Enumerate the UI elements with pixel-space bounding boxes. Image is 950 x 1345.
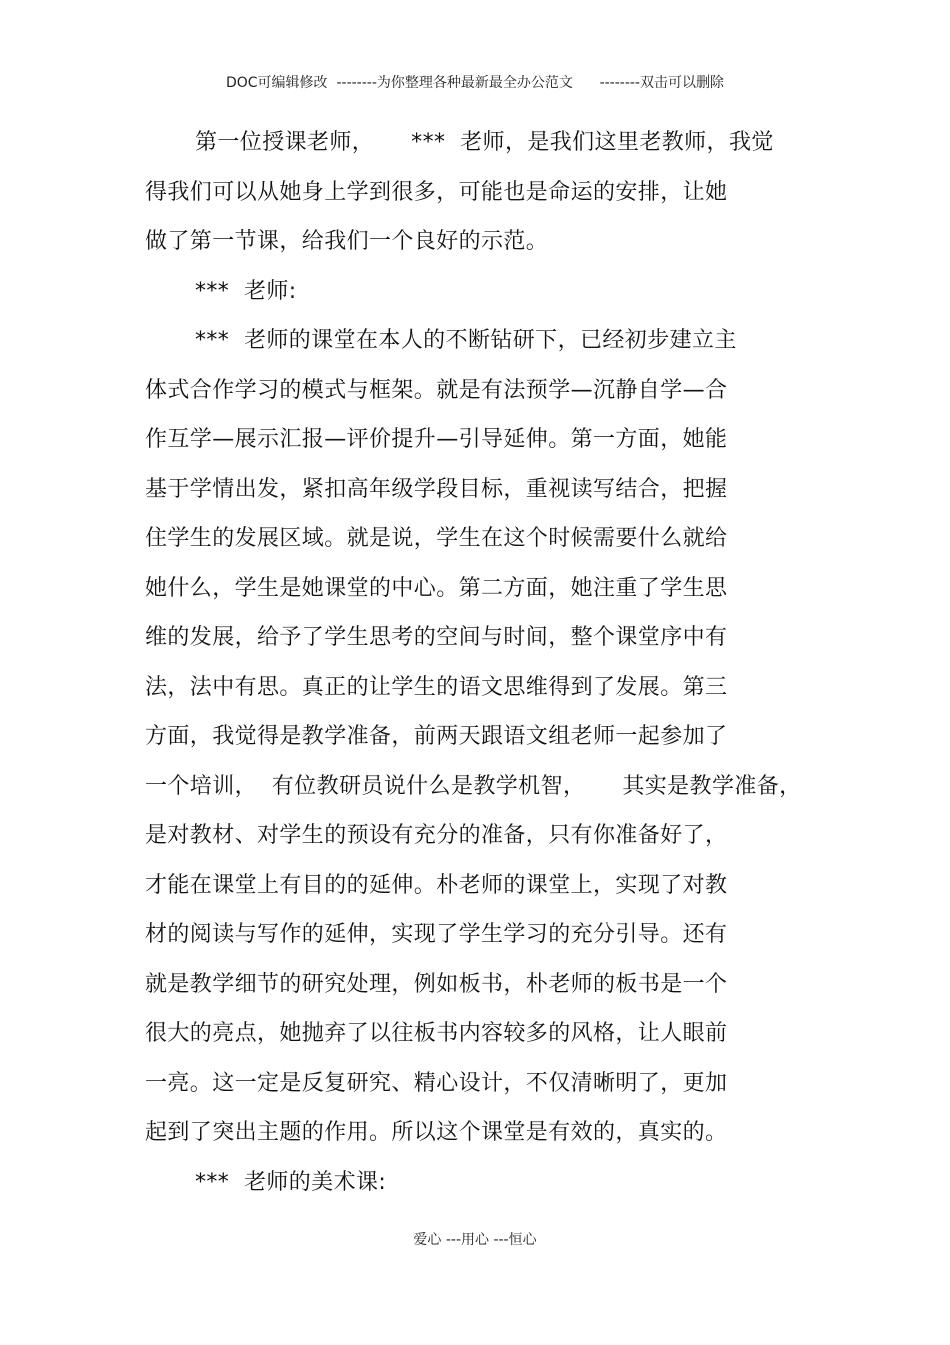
paragraph-line: 基于学情出发，紧扣高年级学段目标，重视读写结合，把握 [145, 476, 728, 502]
paragraph-line: 体式合作学习的模式与框架。就是有法预学—沉静自学—合 [145, 377, 728, 403]
paragraph-line: 才能在课堂上有目的的延伸。朴老师的课堂上，实现了对教 [145, 872, 728, 898]
paragraph-line: 她什么，学生是她课堂的中心。第二方面，她注重了学生思 [145, 575, 728, 601]
paragraph-line: 第一位授课老师， *** 老师，是我们这里老教师，我觉 [195, 130, 774, 155]
paragraph-line: *** 老师的课堂在本人的不断钻研下，已经初步建立主 [195, 328, 737, 353]
paragraph-line: 做了第一节课，给我们一个良好的示范。 [145, 229, 549, 254]
paragraph-line: 是对教材、对学生的预设有充分的准备，只有你准备好了， [145, 823, 728, 848]
paragraph-line: 维的发展，给予了学生思考的空间与时间，整个课堂序中有 [145, 625, 728, 650]
section-heading: *** 老师的美术课: [195, 1169, 387, 1195]
paragraph-line: 得我们可以从她身上学到很多，可能也是命运的安排，让她 [145, 179, 728, 205]
paragraph-line: 方面，我觉得是教学准备，前两天跟语文组老师一起参加了 [145, 724, 728, 749]
paragraph-line: 住学生的发展区域。就是说，学生在这个时候需要什么就给 [145, 526, 728, 551]
paragraph-line: 法，法中有思。真正的让学生的语文思维得到了发展。第三 [145, 674, 728, 700]
paragraph-line: 一亮。这一定是反复研究、精心设计，不仅清晰明了，更加 [145, 1070, 728, 1096]
paragraph-line: 就是教学细节的研究处理，例如板书，朴老师的板书是一个 [145, 971, 728, 997]
paragraph-line: 一个培训， 有位教研员说什么是教学机智， 其实是教学准备， [145, 773, 802, 799]
document-body [145, 118, 802, 1207]
document-header: DOC可编辑修改 --------为你整理各种最新最全办公范文 --------双击可以删除 [225, 75, 724, 91]
paragraph-line: 起到了突出主题的作用。所以这个课堂是有效的，真实的。 [145, 1120, 728, 1145]
paragraph-line: 材的阅读与写作的延伸，实现了学生学习的充分引导。还有 [145, 922, 728, 947]
paragraph-line: 很大的亮点，她抛弃了以往板书内容较多的风格，让人眼前 [145, 1021, 728, 1046]
document-footer: 爱心 ---用心 ---恒心 [413, 1232, 537, 1248]
section-heading: *** 老师: [195, 278, 297, 304]
paragraph-line: 作互学—展示汇报—评价提升—引导延伸。第一方面，她能 [145, 427, 728, 452]
